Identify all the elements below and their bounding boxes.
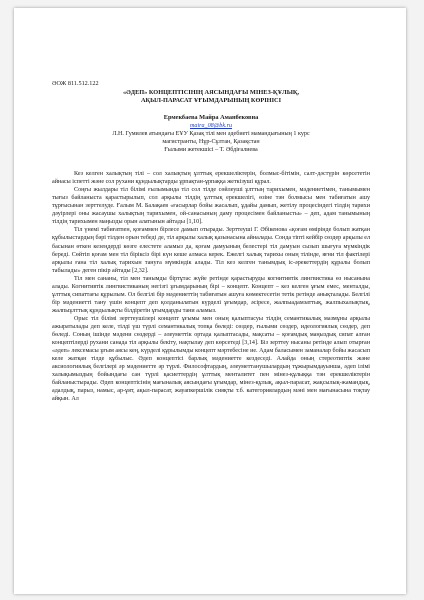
body-paragraph-4: Тіл мен сананы, тіл мен танымды біртұтас жүйе ретінде қарастыруды когнитивтік лингвистика өз нысанына алады. Когнитивтік лингвистиканың негізгі ұғымдарының бірі – концепт. Концепт – кез келген ұғым емес, менталды, ұлттық сипаттағы құрылым. Ол белгілі бір мәдениеттің табиғатын ашуға көмектесетін тетік ретінде анықталады. Белгілі бір мәдениетті тану үшін концепт деп қолданылатын күрделі ұғымдар, әсіресе, жалпыадамзаттық, жалпыхалықтық, жалпыұлттық құндылықты білдіретін ұғымдарды тани аламыз. [52,275,370,314]
udc-code: ӘОЖ 811.512.122 [52,80,99,87]
body-paragraph-5: Орыс тіл білімі зерттеушілері концепт ұғымы мен оның қалыптасуы тілдің семантикалық мазмұны арқылы ажыратылады деп келе, тілді үш түрлі семантикалық топқа бөледі: сөздер, ғылыми сөздер, идеологиялық сөздер, деп бөледі. Соның ішінде мәдени сөздерді – әлеуметтік ортада қалыптасады, мақсаты – қоғамдық маңыздық сипат алған концептілерді рухани санада тіл арқылы бекіту, нақтылау деп көрсетеді [3,14]. Біз зерттеу нысаны ретінде алып отырған «әдеп» лексемасы ұғым аясы кең, күрделі құрылымды концепт мәртебесіне ие. Адам баласымен заманалар бойы жасасып келе жатқан тілде құбылыс. Әдеп концептісі барлық мәдениетте кездеседі. Алайда оның стереотиптік және аксиологиялық белгілері әр мәдениетте әр түрлі. Философтардың, әлеуметтанушылардың тұжырымдауынша, әдеп ілімі халықымыздың бойындағы сан түрлі қасиеттердің ұлттық менталитет пен мінез-құлыққа тән ерекшеліктерін байланыстырады. Әдеп концептісінің мағыналық аясындағы ұғымдар, мінез-құлық, ақыл-парасат, жақсылық-жамандық, адалдық, парыз, намыс, ар-ұят, ақыл-парасат, жауапкершілік сияқты т.б. категориялардың мәні мен мағынасына тоқтау айқын. Ал [52,315,370,403]
author-email-link[interactable]: maira_08@bk.ru [190,123,232,130]
affiliation-line-3: Ғылыми жетекшісі – Т. Әбдіғалиева [164,147,258,154]
article-title-line-1: «ӘДЕП» КОНЦЕПТІСІНІҢ АЯСЫНДАҒЫ МІНЕЗ-ҚҰЛЫҚ, [122,89,300,97]
body-paragraph-2: Соңғы жылдары тіл білімі ғылымында тіл сол тілде сөйлеуші ұлттың тарихымен, мәдениетімен, танымымен тығыз байланыста қарастырылып, сол арқылы тілдің ұлттық ерекшелігі, өзіне тән болмысы мен табиғатын ашу тұрғысынан зерттелуде. Ғалым М. Балақаев «ғасырлар бойы жасалып, ұдайы дамып, жетілу процесіндегі тілдің тарихи дәуірлері оны жасаушы халықтың тарихымен, ой-санасының даму процесімен байланысты» – деп, адам танымының тілдің тарихымен маңызды орын алатынын айтады [1,10]. [52,187,370,226]
affiliation-line-1: Л.Н. Гумилев атындағы ЕҰУ Қазақ тілі мен әдебиеті мамандығының 1 курс [112,131,310,138]
author-name: Ермекбаева Майра Аманбековна [163,114,259,122]
page-content [52,80,370,403]
affiliation-line-2: магистранты, Нұр-Сұлтан, Қазақстан [162,139,260,146]
body-paragraph-1: Кез келген халықтың тілі – сол халықтың ұлттық ерекшеліктерін, болмыс-бітімін, салт-дәстүрін көрсететін айнасы іспетті және сол рухани құндылықтарды ұрпақтан-ұрпаққа жеткізуші құрал. [52,171,370,186]
body-paragraph-3: Тіл үнемі табиғатпен, қоғаммен бірлесе дамып отырады. Зерттеуші Г. Әбікенова «қоғам өмірінде болып жатқан құбылыстардың бәрі тілден орын тебеді де, тіл арқылы халық қазынасына айналады. Сонда тіпті кейбір сөздер арқылы ел басынан өткен кезеңдерді көзге елестете аламыз да, қоғам дамуының белестері тіл дамуын сызып шығуға мүмкіндік береді. Сөйтіп қоғам мен тіл біріксіз бірі күн кеше алмаса керек. Ежелгі халық тарихы оның тілінде, яғни тіл фактілері арқылы ғана тіл халық тарихын тануға мүмкіндік алады. Тіл кез келген танымдық іс-әрекеттердің құралы болып табылады» деген пікір айтады [2,32]. [52,227,370,274]
article-title-line-2: АҚЫЛ-ПАРАСАТ ҰҒЫМДАРЫНЫҢ КӨРІНІСІ [140,97,282,105]
document-page [14,8,406,594]
